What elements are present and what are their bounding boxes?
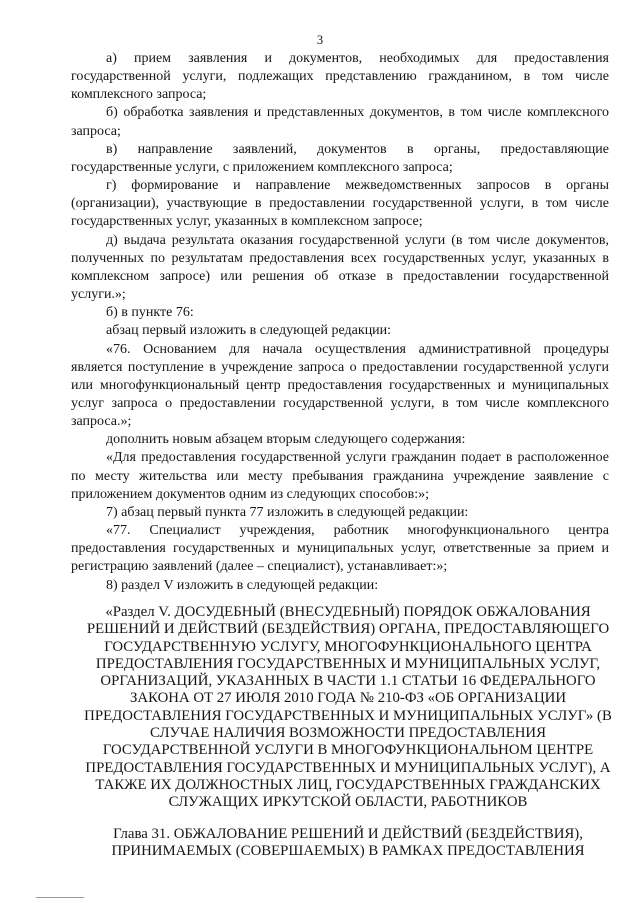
paragraph-item-v: в) направление заявлений, документов в органы, предоставляющие государственные услуги, с приложением комплексного запроса;	[71, 141, 609, 175]
paragraph-item-g: г) формирование и направление межведомственных запросов в органы (организации), участвующие в предоставлении государственной услуги, в том числе государственных услуг, указанных в комплексном запросе;	[71, 178, 609, 230]
paragraph-item-a: а) прием заявления и документов, необходимых для предоставления государственной услуги, подлежащих представлению гражданином, в том числе комплексного запроса;	[71, 51, 609, 103]
paragraph-first-paragraph-edit: абзац первый изложить в следующей редакции:	[106, 323, 392, 339]
paragraph-point-76-text: «76. Основанием для начала осуществления административной процедуры является поступление в учреждение запроса о предоставлении государственной услуги или многофункциональный центр предоставления государственных и муниципальных услуг запроса о предоставлении государственной услуги, в том числе комплексного запроса.»;	[71, 341, 609, 430]
paragraph-point-76-intro: б) в пункте 76:	[106, 305, 194, 321]
paragraph-add-second-paragraph: дополнить новым абзацем вторым следующего содержания:	[106, 432, 466, 448]
page-number: 3	[316, 33, 324, 47]
paragraph-point-77-text: «77. Специалист учреждения, работник многофункционального центра предоставления государственных и муниципальных услуг, ответственные за прием и регистрацию заявлений (далее – специалист), устанавливает:»;	[71, 523, 609, 575]
paragraph-point-77-intro: 7) абзац первый пункта 77 изложить в следующей редакции:	[106, 504, 469, 520]
paragraph-item-b: б) обработка заявления и представленных документов, в том числе комплексного запроса;	[71, 105, 609, 139]
section-title: «Раздел V. ДОСУДЕБНЫЙ (ВНЕСУДЕБНЫЙ) ПОРЯДОК ОБЖАЛОВАНИЯ РЕШЕНИЙ И ДЕЙСТВИЙ (БЕЗДЕЙСТВИЯ) ОРГАНА, ПРЕДОСТАВЛЯЮЩЕГО ГОСУДАРСТВЕННУЮ УСЛУГУ, МНОГОФУНКЦИОНАЛЬНОГО ЦЕНТРА ПРЕДОСТАВЛЕНИЯ ГОСУДАРСТВЕННЫХ И МУНИЦИПАЛЬНЫХ УСЛУГ, ОРГАНИЗАЦИЙ, УКАЗАННЫХ В ЧАСТИ 1.1 СТАТЬИ 16 ФЕДЕРАЛЬНОГО ЗАКОНА ОТ 27 ИЮЛЯ 2010 ГОДА № 210-ФЗ «ОБ ОРГАНИЗАЦИИ ПРЕДОСТАВЛЕНИЯ ГОСУДАРСТВЕННЫХ И МУНИЦИПАЛЬНЫХ УСЛУГ» (В СЛУЧАЕ НАЛИЧИЯ ВОЗМОЖНОСТИ ПРЕДОСТАВЛЕНИЯ ГОСУДАРСТВЕННОЙ УСЛУГИ В МНОГОФУНКЦИОНАЛЬНОМ ЦЕНТРЕ ПРЕДОСТАВЛЕНИЯ ГОСУДАРСТВЕННЫХ И МУНИЦИПАЛЬНЫХ УСЛУГ), А ТАКЖЕ ИХ ДОЛЖНОСТНЫХ ЛИЦ, ГОСУДАРСТВЕННЫХ ГРАЖДАНСКИХ СЛУЖАЩИХ ИРКУТСКОЙ ОБЛАСТИ, РАБОТНИКОВ	[84, 604, 612, 811]
paragraph-item-d: д) выдача результата оказания государственной услуги (в том числе документов, полученных по результатам предоставления всех государственных услуг, указанных в комплексном запросе) или решения об отказе в предоставлении государственной услуги.»;	[71, 232, 609, 303]
chapter-title: Глава 31. ОБЖАЛОВАНИЕ РЕШЕНИЙ И ДЕЙСТВИЙ (БЕЗДЕЙСТВИЯ), ПРИНИМАЕМЫХ (СОВЕРШАЕМЫХ) В РАМКАХ ПРЕДОСТАВЛЕНИЯ	[111, 826, 585, 860]
paragraph-section-v-intro: 8) раздел V изложить в следующей редакции:	[106, 577, 379, 593]
paragraph-second-paragraph-text: «Для предоставления государственной услуги гражданин подает в расположенное по месту жительства или месту пребывания гражданина учреждение заявление с приложением документов одним из следующих способов:»;	[71, 450, 609, 502]
scan-line-mark	[36, 897, 84, 898]
document-body	[71, 50, 609, 595]
